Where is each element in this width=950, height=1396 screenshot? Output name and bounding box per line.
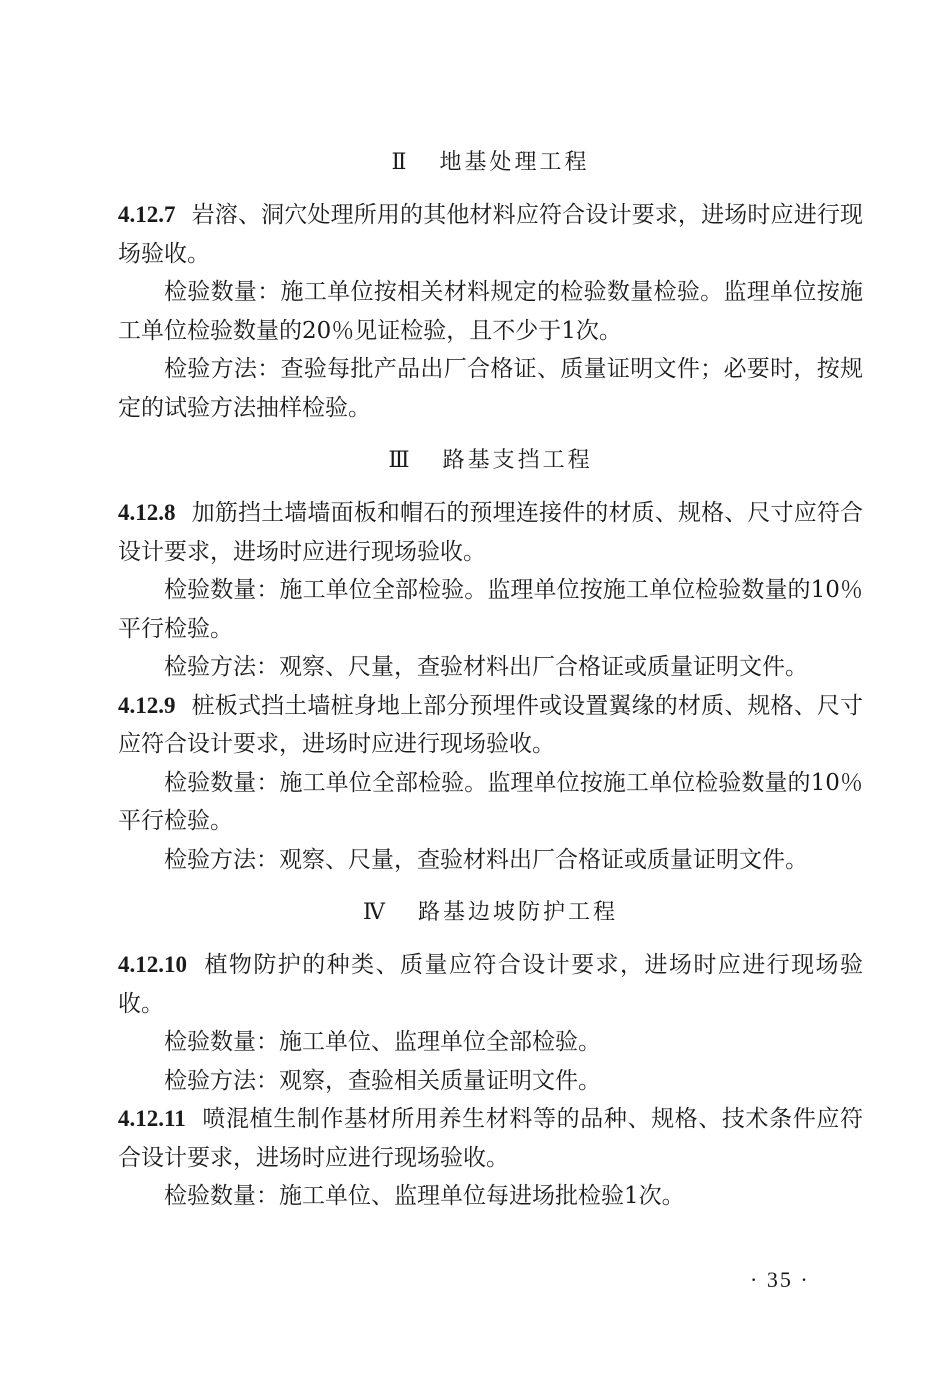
clause-text: 加筋挡土墙墙面板和帽石的预埋连接件的材质、规格、尺寸应符合设计要求，进场时应进行现场验收。 [118, 500, 863, 565]
clause-block [118, 946, 863, 1100]
clause-text: 岩溶、洞穴处理所用的其他材料应符合设计要求，进场时应进行现场验收。 [118, 202, 863, 267]
clause-block [118, 196, 863, 427]
clause [118, 196, 863, 273]
inspection-quantity: 检验数量：施工单位全部检验。监理单位按施工单位检验数量的10％平行检验。 [118, 577, 863, 642]
inspection-method: 检验方法：查验每批产品出厂合格证、质量证明文件；必要时，按规定的试验方法抽样检验。 [118, 356, 863, 421]
clause [118, 687, 863, 764]
clause-text: 桩板式挡土墙桩身地上部分预埋件或设置翼缘的材质、规格、尺寸应符合设计要求，进场时应进行现场验收。 [118, 692, 863, 757]
clause-text: 植物防护的种类、质量应符合设计要求，进场时应进行现场验收。 [118, 952, 863, 1017]
section-title: 路基支挡工程 [442, 448, 593, 473]
section-title: 路基边坡防护工程 [417, 900, 618, 925]
clause-number: 4.12.9 [118, 692, 176, 718]
clause [118, 946, 863, 1023]
clause-block [118, 1100, 863, 1216]
inspection-quantity: 检验数量：施工单位、监理单位全部检验。 [164, 1029, 601, 1055]
clause-block [118, 687, 863, 880]
clause-block [118, 494, 863, 687]
inspection-method: 检验方法：观察、尺量，查验材料出厂合格证或质量证明文件。 [164, 654, 808, 680]
inspection-method: 检验方法：观察、尺量，查验材料出厂合格证或质量证明文件。 [164, 846, 808, 873]
clause [118, 1100, 863, 1177]
section-heading [118, 139, 863, 186]
inspection-method: 检验方法：观察，查验相关质量证明文件。 [164, 1067, 601, 1094]
section-number: Ⅳ [363, 899, 388, 924]
section-title: 地基处理工程 [439, 150, 590, 175]
section-number: Ⅲ [388, 447, 413, 472]
clause [118, 494, 863, 571]
section-heading [118, 889, 863, 936]
page-content [118, 135, 863, 1216]
section-heading [118, 437, 863, 484]
section-number: Ⅱ [391, 149, 410, 174]
inspection-quantity: 检验数量：施工单位、监理单位每进场批检验1次。 [164, 1183, 685, 1209]
clause-number: 4.12.11 [118, 1106, 186, 1131]
page-number: · 35 · [750, 1267, 810, 1292]
clause-number: 4.12.8 [118, 500, 176, 525]
inspection-quantity: 检验数量：施工单位按相关材料规定的检验数量检验。监理单位按施工单位检验数量的20％见证检验，且不少于1次。 [118, 279, 863, 344]
clause-number: 4.12.10 [118, 952, 187, 977]
clause-text: 喷混植生制作基材所用养生材料等的品种、规格、技术条件应符合设计要求，进场时应进行现场验收。 [118, 1106, 863, 1171]
inspection-quantity: 检验数量：施工单位全部检验。监理单位按施工单位检验数量的10％平行检验。 [118, 769, 863, 834]
clause-number: 4.12.7 [118, 202, 176, 227]
